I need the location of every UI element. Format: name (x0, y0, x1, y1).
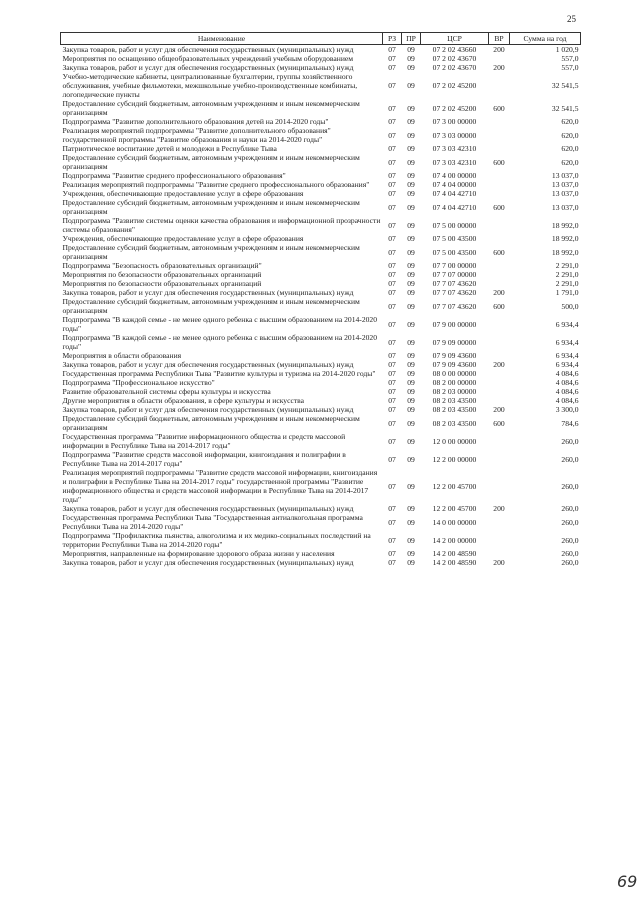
cell-pr: 09 (407, 220, 415, 230)
cell-sum: 260,0 (561, 504, 579, 513)
table-row (61, 405, 581, 414)
table-row (61, 531, 581, 549)
cell-vr: 200 (493, 558, 505, 567)
cell-rz: 07 (388, 535, 396, 545)
cell-csr: 14 2 00 00000 (432, 535, 477, 545)
cell-vr: 200 (493, 405, 505, 414)
cell-csr: 07 9 09 43600 (432, 351, 477, 360)
cell-rz: 07 (388, 396, 396, 405)
cell-vr (489, 468, 510, 504)
table-row (61, 45, 581, 55)
cell-vr: 200 (493, 45, 505, 54)
cell-name: Реализация мероприятий подпрограммы "Развитие средств массовой информации, книгоиздания и полиграфии в Республике Тыва на 2014-2017 годы" государственной программы "Развитие информационного общества и средств массовой информации в Республике Тыва на 2014-2017 годы" (62, 468, 378, 504)
cell-sum: 13 037,0 (551, 180, 579, 189)
cell-rz: 07 (388, 234, 396, 243)
cell-name: Предоставление субсидий бюджетным, автономным учреждениям и иным некоммерческим организациям (62, 414, 360, 432)
cell-pr: 09 (407, 189, 415, 198)
cell-vr (489, 333, 510, 351)
cell-sum: 260,0 (561, 558, 579, 567)
cell-name: Подпрограмма "В каждой семье - не менее одного ребенка с высшим образованием на 2014-2020 годы" (62, 315, 378, 333)
cell-pr: 09 (407, 549, 415, 558)
cell-sum: 13 037,0 (551, 202, 579, 212)
table-row (61, 315, 581, 333)
cell-csr: 07 2 02 43670 (432, 54, 477, 63)
table-row (61, 243, 581, 261)
cell-vr (489, 396, 510, 405)
cell-rz: 07 (388, 558, 396, 567)
cell-name: Мероприятия, направленные на формирование здорового образа жизни у населения (62, 549, 335, 558)
cell-pr: 09 (407, 319, 415, 329)
cell-rz: 07 (388, 220, 396, 230)
cell-sum: 18 992,0 (551, 234, 579, 243)
cell-csr: 07 5 00 43500 (432, 234, 477, 243)
table-row (61, 432, 581, 450)
cell-pr: 09 (407, 301, 415, 311)
budget-table (60, 32, 581, 567)
cell-rz: 07 (388, 319, 396, 329)
cell-csr: 07 5 00 43500 (432, 247, 477, 257)
cell-pr: 09 (407, 337, 415, 347)
cell-name: Закупка товаров, работ и услуг для обеспечения государственных (муниципальных) нужд (62, 45, 354, 54)
cell-sum: 260,0 (561, 517, 579, 527)
table-row (61, 369, 581, 378)
cell-pr: 09 (407, 63, 415, 72)
table-row (61, 513, 581, 531)
cell-vr (489, 180, 510, 189)
cell-rz: 07 (388, 288, 396, 297)
table-row (61, 63, 581, 72)
handwritten-page-number: 69 (617, 872, 638, 891)
cell-sum: 620,0 (561, 130, 579, 140)
cell-rz: 07 (388, 54, 396, 63)
cell-sum: 4 084,6 (555, 387, 579, 396)
cell-pr: 09 (407, 171, 415, 180)
cell-name: Подпрограмма "Развитие среднего профессионального образования" (62, 171, 286, 180)
cell-pr: 09 (407, 234, 415, 243)
cell-name: Предоставление субсидий бюджетным, автономным учреждениям и иным некоммерческим организациям (62, 99, 360, 117)
cell-rz: 07 (388, 360, 396, 369)
table-row (61, 504, 581, 513)
cell-sum: 557,0 (561, 54, 579, 63)
cell-name: Подпрограмма "В каждой семье - не менее одного ребенка с высшим образованием на 2014-2020 годы" (62, 333, 378, 351)
cell-pr: 09 (407, 180, 415, 189)
cell-name: Государственная программа "Развитие информационного общества и средств массовой информации в Республике Тыва на 2014-2017 годы" (62, 432, 346, 450)
cell-pr: 09 (407, 369, 415, 378)
cell-csr: 12 2 00 00000 (432, 454, 477, 464)
cell-name: Предоставление субсидий бюджетным, автономным учреждениям и иным некоммерческим организациям (62, 243, 360, 261)
cell-rz: 07 (388, 130, 396, 140)
table-row (61, 351, 581, 360)
cell-vr: 200 (493, 504, 505, 513)
table-row (61, 270, 581, 279)
cell-rz: 07 (388, 45, 396, 54)
col-header-rz: РЗ (383, 33, 402, 45)
table-row (61, 396, 581, 405)
cell-vr (489, 432, 510, 450)
cell-vr: 200 (493, 63, 505, 72)
table-row (61, 333, 581, 351)
cell-csr: 08 0 00 00000 (432, 369, 477, 378)
cell-pr: 09 (407, 396, 415, 405)
cell-pr: 09 (407, 279, 415, 288)
cell-name: Подпрограмма "Профилактика пьянства, алкоголизма и их медико-социальных последствий на территории Республики Тыва на 2014-2020 годы" (62, 531, 371, 549)
cell-vr (489, 144, 510, 153)
cell-sum: 13 037,0 (551, 171, 579, 180)
cell-sum: 620,0 (561, 144, 579, 153)
cell-name: Мероприятия по безопасности образовательных организаций (62, 279, 262, 288)
cell-pr: 09 (407, 103, 415, 113)
table-row (61, 378, 581, 387)
table-header-row (61, 33, 581, 45)
cell-name: Подпрограмма "Безопасность образовательных организаций" (62, 261, 262, 270)
cell-sum: 260,0 (561, 481, 579, 491)
table-row (61, 297, 581, 315)
table-row (61, 99, 581, 117)
cell-name: Патриотическое воспитание детей и молодежи в Республике Тыва (62, 144, 277, 153)
cell-sum: 4 084,6 (555, 369, 579, 378)
cell-vr: 600 (493, 103, 505, 113)
cell-name: Учреждения, обеспечивающие предоставление услуг в сфере образования (62, 234, 304, 243)
cell-csr: 07 7 07 43620 (432, 288, 477, 297)
cell-sum: 6 934,4 (555, 337, 579, 347)
cell-sum: 18 992,0 (551, 220, 579, 230)
cell-vr (489, 387, 510, 396)
cell-sum: 2 291,0 (555, 279, 579, 288)
table-row (61, 189, 581, 198)
table-row (61, 180, 581, 189)
cell-pr: 09 (407, 144, 415, 153)
cell-rz: 07 (388, 81, 396, 90)
table-row (61, 468, 581, 504)
cell-pr: 09 (407, 436, 415, 446)
cell-sum: 32 541,5 (551, 103, 579, 113)
cell-sum: 2 291,0 (555, 270, 579, 279)
cell-rz: 07 (388, 405, 396, 414)
cell-rz: 07 (388, 157, 396, 167)
col-header-sum: Сумма на год (510, 33, 581, 45)
cell-csr: 07 5 00 00000 (432, 220, 477, 230)
cell-vr (489, 234, 510, 243)
table-row (61, 288, 581, 297)
cell-name: Государственная программа Республики Тыва "Государственная антиалкогольная программа Республики Тыва на 2014-2020 годы" (62, 513, 363, 531)
table-row (61, 216, 581, 234)
page-number: 25 (567, 14, 576, 24)
cell-rz: 07 (388, 180, 396, 189)
cell-vr (489, 171, 510, 180)
cell-rz: 07 (388, 247, 396, 257)
table-row (61, 279, 581, 288)
cell-rz: 07 (388, 481, 396, 491)
cell-pr: 09 (407, 54, 415, 63)
cell-csr: 07 3 03 00000 (432, 130, 477, 140)
cell-csr: 07 7 07 43620 (432, 279, 477, 288)
cell-sum: 6 934,4 (555, 360, 579, 369)
cell-pr: 09 (407, 378, 415, 387)
cell-csr: 07 3 03 42310 (432, 144, 477, 153)
cell-vr: 600 (493, 247, 505, 257)
cell-name: Закупка товаров, работ и услуг для обеспечения государственных (муниципальных) нужд (62, 288, 354, 297)
cell-csr: 08 2 03 43500 (432, 396, 477, 405)
table-row (61, 117, 581, 126)
cell-pr: 09 (407, 558, 415, 567)
cell-name: Реализация мероприятий подпрограммы "Развитие дополнительного образования" государственной программы "Развитие образования и науки на 2014-2020 годы" (62, 126, 331, 144)
cell-csr: 07 9 09 43600 (432, 360, 477, 369)
cell-rz: 07 (388, 436, 396, 446)
cell-vr (489, 72, 510, 99)
col-header-pr: ПР (402, 33, 421, 45)
cell-rz: 07 (388, 63, 396, 72)
table-row (61, 261, 581, 270)
cell-rz: 07 (388, 369, 396, 378)
cell-vr (489, 270, 510, 279)
cell-name: Учебно-методические кабинеты, централизованные бухгалтерии, группы хозяйственного обслуживания, учебные фильмотеки, межшкольные учебно-производственные комбинаты, логопедические пункты (62, 72, 358, 99)
cell-rz: 07 (388, 301, 396, 311)
cell-rz: 07 (388, 418, 396, 428)
cell-rz: 07 (388, 517, 396, 527)
cell-sum: 500,0 (561, 301, 579, 311)
cell-vr (489, 549, 510, 558)
col-header-name: Наименование (61, 33, 383, 45)
cell-sum: 18 992,0 (551, 247, 579, 257)
cell-csr: 07 7 07 00000 (432, 270, 477, 279)
cell-name: Подпрограмма "Профессиональное искусство" (62, 378, 215, 387)
cell-rz: 07 (388, 351, 396, 360)
cell-rz: 07 (388, 549, 396, 558)
cell-vr (489, 117, 510, 126)
cell-csr: 12 2 00 45700 (432, 504, 477, 513)
cell-sum: 6 934,4 (555, 319, 579, 329)
cell-name: Мероприятия по оснащению общеобразовательных учреждений учебным оборудованием (62, 54, 354, 63)
table-row (61, 144, 581, 153)
cell-sum: 1 020,9 (555, 45, 579, 54)
cell-name: Закупка товаров, работ и услуг для обеспечения государственных (муниципальных) нужд (62, 504, 354, 513)
table-row (61, 72, 581, 99)
cell-rz: 07 (388, 202, 396, 212)
cell-csr: 07 7 00 00000 (432, 261, 477, 270)
cell-pr: 09 (407, 117, 415, 126)
cell-name: Подпрограмма "Развитие средств массовой информации, книгоиздания и полиграфии в Республике Тыва на 2014-2017 годы" (62, 450, 346, 468)
cell-name: Предоставление субсидий бюджетным, автономным учреждениям и иным некоммерческим организациям (62, 297, 360, 315)
cell-csr: 14 0 00 00000 (432, 517, 477, 527)
cell-vr: 600 (493, 202, 505, 212)
cell-csr: 08 2 00 00000 (432, 378, 477, 387)
cell-rz: 07 (388, 387, 396, 396)
cell-sum: 2 291,0 (555, 261, 579, 270)
cell-csr: 14 2 00 48590 (432, 558, 477, 567)
cell-vr (489, 450, 510, 468)
cell-vr (489, 513, 510, 531)
cell-rz: 07 (388, 337, 396, 347)
cell-name: Государственная программа Республики Тыва "Развитие культуры и туризма на 2014-2020 годы" (62, 369, 376, 378)
cell-vr: 600 (493, 301, 505, 311)
cell-pr: 09 (407, 418, 415, 428)
cell-sum: 260,0 (561, 535, 579, 545)
cell-name: Учреждения, обеспечивающие предоставление услуг в сфере образования (62, 189, 304, 198)
cell-pr: 09 (407, 535, 415, 545)
cell-rz: 07 (388, 261, 396, 270)
cell-pr: 09 (407, 202, 415, 212)
table-row (61, 450, 581, 468)
cell-pr: 09 (407, 454, 415, 464)
cell-vr (489, 369, 510, 378)
cell-rz: 07 (388, 117, 396, 126)
cell-sum: 32 541,5 (551, 81, 579, 90)
cell-name: Подпрограмма "Развитие системы оценки качества образования и информационной прозрачности системы образования" (62, 216, 381, 234)
col-header-csr: ЦСР (421, 33, 489, 45)
cell-vr (489, 261, 510, 270)
cell-pr: 09 (407, 270, 415, 279)
cell-rz: 07 (388, 279, 396, 288)
table-row (61, 153, 581, 171)
cell-pr: 09 (407, 130, 415, 140)
col-header-vr: ВР (489, 33, 510, 45)
cell-pr: 09 (407, 481, 415, 491)
cell-sum: 13 037,0 (551, 189, 579, 198)
table-row (61, 171, 581, 180)
cell-vr (489, 54, 510, 63)
cell-pr: 09 (407, 261, 415, 270)
table-row (61, 360, 581, 369)
cell-csr: 12 2 00 45700 (432, 481, 477, 491)
cell-name: Мероприятия в области образования (62, 351, 182, 360)
cell-vr: 600 (493, 157, 505, 167)
table-row (61, 126, 581, 144)
cell-sum: 620,0 (561, 117, 579, 126)
cell-name: Закупка товаров, работ и услуг для обеспечения государственных (муниципальных) нужд (62, 558, 354, 567)
cell-vr (489, 216, 510, 234)
cell-sum: 620,0 (561, 157, 579, 167)
cell-pr: 09 (407, 157, 415, 167)
cell-pr: 09 (407, 517, 415, 527)
table-row (61, 387, 581, 396)
cell-name: Закупка товаров, работ и услуг для обеспечения государственных (муниципальных) нужд (62, 63, 354, 72)
cell-rz: 07 (388, 504, 396, 513)
cell-sum: 4 084,6 (555, 378, 579, 387)
cell-sum: 260,0 (561, 454, 579, 464)
cell-csr: 07 2 02 45200 (432, 81, 477, 90)
cell-pr: 09 (407, 247, 415, 257)
cell-csr: 07 4 04 42710 (432, 189, 477, 198)
cell-csr: 07 4 00 00000 (432, 171, 477, 180)
cell-sum: 3 300,0 (555, 405, 579, 414)
cell-rz: 07 (388, 171, 396, 180)
cell-vr (489, 189, 510, 198)
cell-csr: 12 0 00 00000 (432, 436, 477, 446)
cell-name: Реализация мероприятий подпрограммы "Развитие среднего профессионального образования" (62, 180, 370, 189)
cell-vr: 200 (493, 360, 505, 369)
cell-sum: 1 791,0 (555, 288, 579, 297)
cell-csr: 08 2 03 43500 (432, 418, 477, 428)
cell-sum: 557,0 (561, 63, 579, 72)
cell-rz: 07 (388, 454, 396, 464)
cell-sum: 260,0 (561, 436, 579, 446)
cell-rz: 07 (388, 144, 396, 153)
cell-sum: 260,0 (561, 549, 579, 558)
cell-sum: 6 934,4 (555, 351, 579, 360)
cell-name: Предоставление субсидий бюджетным, автономным учреждениям и иным некоммерческим организациям (62, 198, 360, 216)
cell-rz: 07 (388, 103, 396, 113)
cell-csr: 07 4 04 00000 (432, 180, 477, 189)
cell-vr (489, 315, 510, 333)
table-row (61, 558, 581, 567)
cell-vr (489, 351, 510, 360)
cell-name: Развитие образовательной системы сферы культуры и искусства (62, 387, 271, 396)
cell-pr: 09 (407, 45, 415, 54)
cell-vr (489, 126, 510, 144)
cell-vr (489, 378, 510, 387)
cell-csr: 07 7 07 43620 (432, 301, 477, 311)
cell-pr: 09 (407, 405, 415, 414)
cell-pr: 09 (407, 351, 415, 360)
cell-name: Закупка товаров, работ и услуг для обеспечения государственных (муниципальных) нужд (62, 405, 354, 414)
cell-vr: 600 (493, 418, 505, 428)
cell-vr: 200 (493, 288, 505, 297)
table-row (61, 549, 581, 558)
cell-csr: 07 9 09 00000 (432, 337, 477, 347)
table-body (61, 45, 581, 568)
cell-csr: 07 9 00 00000 (432, 319, 477, 329)
cell-csr: 07 2 02 43660 (432, 45, 477, 54)
table-row (61, 54, 581, 63)
cell-csr: 14 2 00 48590 (432, 549, 477, 558)
cell-name: Закупка товаров, работ и услуг для обеспечения государственных (муниципальных) нужд (62, 360, 354, 369)
cell-pr: 09 (407, 504, 415, 513)
cell-rz: 07 (388, 270, 396, 279)
cell-rz: 07 (388, 378, 396, 387)
cell-name: Предоставление субсидий бюджетным, автономным учреждениям и иным некоммерческим организациям (62, 153, 360, 171)
cell-csr: 07 4 04 42710 (432, 202, 477, 212)
cell-name: Другие мероприятия в области образования, в сфере культуры и искусства (62, 396, 305, 405)
cell-name: Мероприятия по безопасности образовательных организаций (62, 270, 262, 279)
cell-rz: 07 (388, 189, 396, 198)
cell-csr: 07 2 02 45200 (432, 103, 477, 113)
cell-csr: 08 2 03 00000 (432, 387, 477, 396)
cell-vr (489, 279, 510, 288)
table-row (61, 234, 581, 243)
cell-sum: 4 084,6 (555, 396, 579, 405)
table-row (61, 414, 581, 432)
table-row (61, 198, 581, 216)
cell-csr: 07 3 00 00000 (432, 117, 477, 126)
cell-pr: 09 (407, 360, 415, 369)
cell-name: Подпрограмма "Развитие дополнительного образования детей на 2014-2020 годы" (62, 117, 329, 126)
cell-vr (489, 531, 510, 549)
cell-pr: 09 (407, 387, 415, 396)
cell-pr: 09 (407, 81, 415, 90)
cell-csr: 08 2 03 43500 (432, 405, 477, 414)
cell-sum: 784,6 (561, 418, 579, 428)
cell-csr: 07 3 03 42310 (432, 157, 477, 167)
cell-pr: 09 (407, 288, 415, 297)
cell-csr: 07 2 02 43670 (432, 63, 477, 72)
